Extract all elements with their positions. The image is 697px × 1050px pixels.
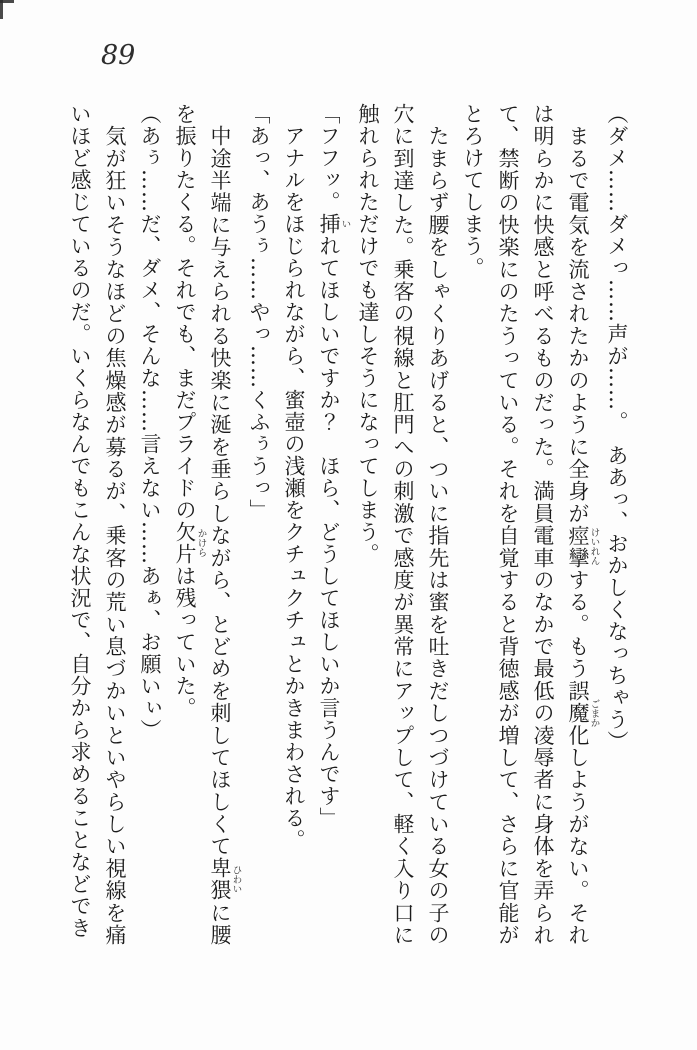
paragraph: （ダメ……ダメっ……声が……。 ああっ、おかしくなっちゃう） [605, 103, 629, 753]
paragraph: 気が狂いそうなほどの焦燥感が募るが、乗客の荒い息づかいといやらしい視線を痛いほど感じているのだ。いくらなんでもこんな状況で、自分から求めることなどでき [68, 103, 127, 947]
paragraph: たまらず腰をしゃくりあげると、ついに指先は蜜を吐きだしつづけている女の子の穴に到達した。乗客の視線と肛門への刺激で感度が異常にアップして、軽く入り口に触れられただけでも達しそうになってしまう。 [356, 103, 450, 947]
page-number: 89 [101, 40, 136, 71]
scan-edge-artifact [0, 0, 14, 3]
paragraph: アナルをほじられながら、蜜壺の浅瀬をクチュクチュとかきまわされる。 [282, 103, 306, 851]
furigana-ruby: 痙攣けいれん [566, 524, 600, 569]
furigana-ruby: 誤魔化ごまか [566, 679, 600, 747]
vertical-text-block [62, 103, 634, 946]
paragraph: （あぅ……だ、ダメ、そんな……言えない……あぁ、お願いぃ） [138, 103, 162, 741]
furigana-ruby: 卑猥ひわい [208, 857, 242, 902]
paragraph: 「あっ、あうぅ……やっ……くふぅうっ」 [247, 103, 271, 521]
furigana-ruby: 欠片かけら [173, 521, 207, 565]
paragraph: まるで電気を流されたかのように全身が痙攣けいれんする。もう誤魔化ごまかしようがない。それは明らかに快感と呼べるものだった。満員電車のなかで最低の凌辱者に身体を弄られて、禁断の快楽にのたうっている。それを自覚すると背徳感が増して、さらに官能がとろけてしまう。 [461, 103, 600, 947]
furigana-ruby: 挿い [317, 213, 351, 235]
paragraph: 「フフッ。挿いれてほしいですか？ ほら、どうしてほしいか言うんです」 [317, 103, 351, 829]
paragraph: 中途半端に与えられる快楽に涎を垂らしながら、とどめを刺してほしくて卑猥ひわいに腰を振りたくる。それでも、まだプライドの欠片かけらは残っていた。 [173, 103, 242, 947]
